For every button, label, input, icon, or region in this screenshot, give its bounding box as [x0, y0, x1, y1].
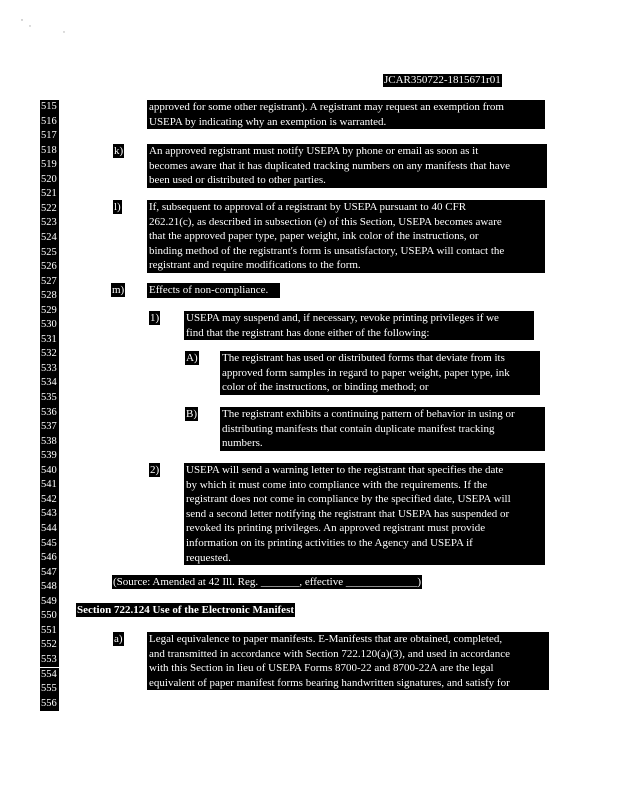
section-heading: Section 722.124 Use of the Electronic Manifest: [77, 604, 295, 616]
text-line: send a second letter notifying the registrant that USEPA has suspended or: [186, 507, 510, 520]
text-line: USEPA may suspend and, if necessary, revoke printing privileges if we: [186, 312, 499, 324]
paragraph-l: [147, 200, 545, 273]
scan-specks: [8, 2, 128, 42]
line-number: 555: [40, 682, 59, 697]
text-line: been used or distributed to other parties.: [149, 174, 326, 187]
document-id: JCAR350722-1815671r01: [384, 74, 501, 86]
line-number: 547: [40, 566, 59, 581]
line-number: 515: [40, 100, 59, 115]
text-line: The registrant exhibits a continuing pattern of behavior in using or: [222, 408, 515, 420]
line-number: 541: [40, 478, 59, 493]
text-line: distributing manifests that contain duplicate manifest tracking: [222, 422, 495, 435]
text-line: registrant does not come in compliance by the specified date, USEPA will: [186, 493, 511, 506]
paragraph-continuation: [147, 100, 545, 129]
text-line: An approved registrant must notify USEPA by phone or email as soon as it: [149, 145, 479, 157]
text-line: by which it must come into compliance with the requirements. If the: [186, 478, 488, 491]
subsection-marker-m: m): [112, 284, 125, 296]
subsection-marker-mA: A): [186, 352, 198, 364]
text-line: becomes aware that it has duplicated tracking numbers on any manifests that have: [149, 159, 511, 172]
line-number: 530: [40, 318, 59, 333]
line-number: 516: [40, 115, 59, 130]
line-number: 528: [40, 289, 59, 304]
text-line: binding method of the registrant's form is unsatisfactory, USEPA will contact the: [149, 244, 505, 257]
line-number: 524: [40, 231, 59, 246]
paragraph-a: [147, 632, 549, 690]
text-line: registrant and require modifications to the form.: [149, 259, 361, 272]
subsection-marker-a: a): [114, 633, 123, 645]
paragraph-k: [147, 144, 547, 188]
subsection-marker-k: k): [114, 145, 124, 157]
text-line: Effects of non-compliance.: [149, 284, 269, 296]
line-number: 545: [40, 537, 59, 552]
text-line: USEPA by indicating why an exemption is warranted.: [149, 115, 387, 128]
line-number: 533: [40, 362, 59, 377]
line-number: 519: [40, 158, 59, 173]
text-line: If, subsequent to approval of a registrant by USEPA pursuant to 40 CFR: [149, 201, 467, 213]
text-line: approved for some other registrant). A registrant may request an exemption from: [149, 101, 504, 113]
line-number: 538: [40, 435, 59, 450]
line-number: 532: [40, 347, 59, 362]
line-number: 523: [40, 216, 59, 231]
line-number: 522: [40, 202, 59, 217]
line-number: 535: [40, 391, 59, 406]
line-number: 526: [40, 260, 59, 275]
line-number: 525: [40, 246, 59, 261]
line-number: 550: [40, 609, 59, 624]
line-number: 529: [40, 304, 59, 319]
line-number: 540: [40, 464, 59, 479]
subsection-marker-m2: 2): [150, 464, 160, 476]
text-line: requested.: [186, 551, 231, 564]
text-line: information on its printing activities to the Agency and USEPA if: [186, 536, 473, 549]
line-number: 554: [40, 668, 59, 683]
text-line: color of the instructions, or binding method; or: [222, 381, 429, 394]
text-line: approved form samples in regard to paper weight, paper type, ink: [222, 366, 510, 379]
line-number: 543: [40, 507, 59, 522]
text-line: equivalent of paper manifest forms bearing handwritten signatures, and satisfy for: [149, 676, 510, 689]
text-line: revoked its printing privileges. An approved registrant must provide: [186, 522, 486, 535]
text-line: The registrant has used or distributed forms that deviate from its: [222, 352, 505, 364]
line-number: 531: [40, 333, 59, 348]
subsection-marker-m1: 1): [150, 312, 160, 324]
line-number: 542: [40, 493, 59, 508]
paragraph-m1: [184, 311, 534, 340]
line-number: 546: [40, 551, 59, 566]
text-line: numbers.: [222, 437, 263, 450]
line-number: 518: [40, 144, 59, 159]
line-number: 548: [40, 580, 59, 595]
line-number: 527: [40, 275, 59, 290]
line-number: 539: [40, 449, 59, 464]
line-number: 517: [40, 129, 59, 144]
text-line: and transmitted in accordance with Section 722.120(a)(3), and used in accordance: [149, 647, 511, 660]
text-line: that the approved paper type, paper weight, ink color of the instructions, or: [149, 230, 479, 243]
paragraph-m2: [184, 463, 545, 565]
text-line: find that the registrant has done either of the following:: [186, 326, 430, 339]
line-number: 520: [40, 173, 59, 188]
line-number: 534: [40, 376, 59, 391]
line-number: 551: [40, 624, 59, 639]
line-number: 553: [40, 653, 59, 668]
subsection-marker-mB: B): [186, 408, 197, 420]
text-line: with this Section in lieu of USEPA Forms 8700-22 and 8700-22A are the legal: [149, 662, 494, 675]
line-number: 549: [40, 595, 59, 610]
line-number: 556: [40, 697, 59, 712]
text-line: Legal equivalence to paper manifests. E-Manifests that are obtained, completed,: [149, 633, 503, 645]
paragraph-mA: [220, 351, 540, 395]
line-number: 552: [40, 638, 59, 653]
line-number: 536: [40, 406, 59, 421]
subsection-marker-l: l): [114, 201, 121, 213]
line-number: 544: [40, 522, 59, 537]
source-note: (Source: Amended at 42 Ill. Reg. _______, effective _____________): [113, 576, 422, 588]
paragraph-mB: [220, 407, 545, 451]
line-number: 521: [40, 187, 59, 202]
paragraph-m-heading: [147, 283, 280, 298]
text-line: 262.21(c), as described in subsection (e) of this Section, USEPA becomes aware: [149, 215, 502, 228]
text-line: USEPA will send a warning letter to the registrant that specifies the date: [186, 464, 504, 476]
line-number: 537: [40, 420, 59, 435]
